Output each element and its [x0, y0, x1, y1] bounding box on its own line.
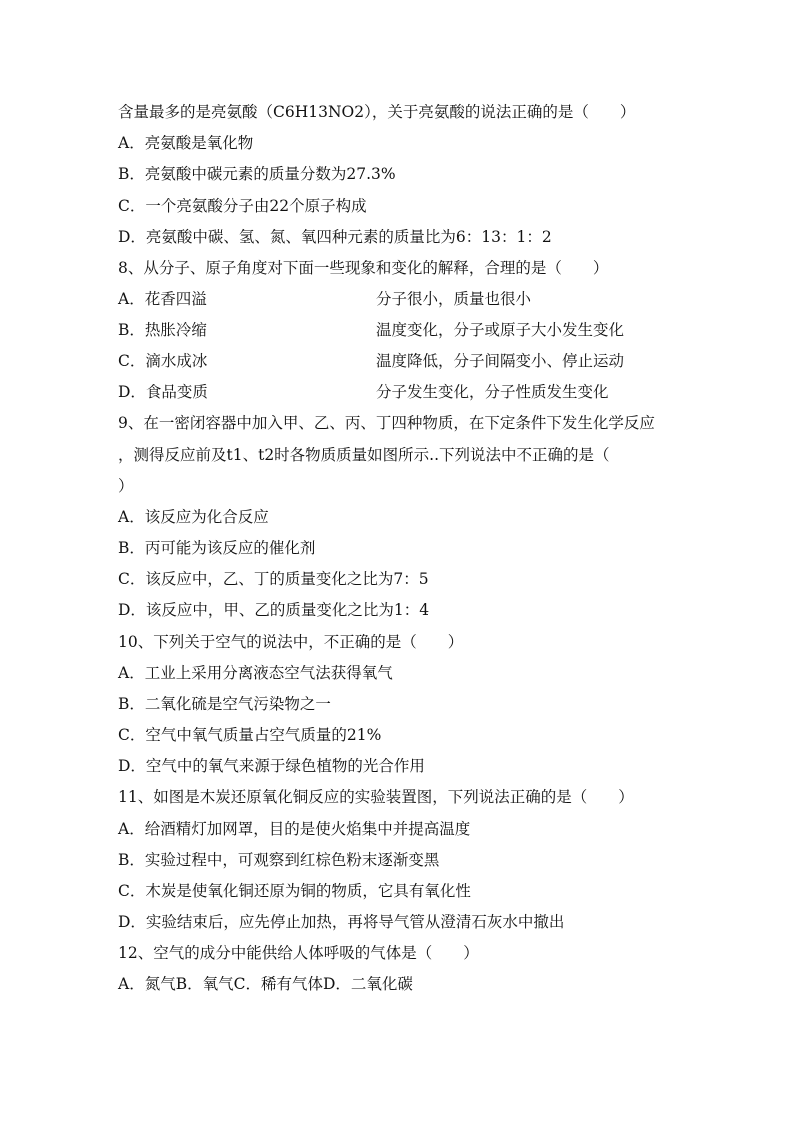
- q8-explanation-a: 分子很小，质量也很小: [376, 290, 532, 308]
- q12-stem: 12、空气的成分中能供给人体呼吸的气体是（ ）: [118, 944, 479, 962]
- q8-phenomenon-b: B．热胀冷缩: [118, 321, 207, 339]
- q8-phenomenon-d: D．食品变质: [118, 383, 208, 401]
- q8-explanation-c: 温度降低，分子间隔变小、停止运动: [376, 352, 625, 370]
- q7-option-a: A．亮氨酸是氧化物: [118, 134, 254, 152]
- q9-option-c: C．该反应中，乙、丁的质量变化之比为7：5: [118, 570, 429, 588]
- q8-explanation-b: 温度变化，分子或原子大小发生变化: [376, 321, 625, 339]
- q10-option-d: D．空气中的氧气来源于绿色植物的光合作用: [118, 757, 425, 775]
- q8-row-b: [118, 320, 678, 340]
- q8-phenomenon-c: C．滴水成冰: [118, 352, 208, 370]
- q8-row-a: [118, 289, 678, 309]
- q8-explanation-d: 分子发生变化，分子性质发生变化: [376, 383, 609, 401]
- q12-options: A．氮气B．氧气C．稀有气体D．二氧化碳: [118, 975, 413, 993]
- q9-option-b: B．丙可能为该反应的催化剂: [118, 539, 316, 557]
- q7-option-c: C．一个亮氨酸分子由22个原子构成: [118, 197, 367, 215]
- q8-stem: 8、从分子、原子角度对下面一些现象和变化的解释，合理的是（ ）: [118, 259, 609, 277]
- q9-stem-line2: ，测得反应前及t1、t2时各物质质量如图所示..下列说法中不正确的是（: [118, 446, 610, 464]
- q9-option-d: D．该反应中，甲、乙的质量变化之比为1：4: [118, 601, 430, 619]
- q9-stem-line3: ）: [118, 477, 134, 495]
- q8-phenomenon-a: A．花香四溢: [118, 290, 207, 308]
- q10-option-a: A．工业上采用分离液态空气法获得氧气: [118, 664, 393, 682]
- q10-option-b: B．二氧化硫是空气污染物之一: [118, 695, 331, 713]
- q9-stem-line1: 9、在一密闭容器中加入甲、乙、丙、丁四种物质，在下定条件下发生化学反应: [118, 414, 655, 432]
- q8-row-c: [118, 351, 678, 371]
- q11-option-c: C．木炭是使氧化铜还原为铜的物质，它具有氧化性: [118, 882, 471, 900]
- q11-stem: 11、如图是木炭还原氧化铜反应的实验装置图，下列说法正确的是（ ）: [118, 788, 634, 806]
- q10-stem: 10、下列关于空气的说法中，不正确的是（ ）: [118, 633, 464, 651]
- q11-option-b: B．实验过程中，可观察到红棕色粉末逐渐变黑: [118, 851, 440, 869]
- q7-stem: 含量最多的是亮氨酸（C6H13NO2），关于亮氨酸的说法正确的是（ ）: [118, 103, 636, 121]
- q9-option-a: A．该反应为化合反应: [118, 508, 269, 526]
- q7-option-d: D．亮氨酸中碳、氢、氮、氧四种元素的质量比为6：13：1：2: [118, 228, 552, 246]
- q11-option-d: D．实验结束后，应先停止加热，再将导气管从澄清石灰水中撤出: [118, 913, 565, 931]
- q10-option-c: C．空气中氧气质量占空气质量的21%: [118, 726, 382, 744]
- q7-option-b: B．亮氨酸中碳元素的质量分数为27.3%: [118, 165, 396, 183]
- q8-row-d: [118, 382, 678, 402]
- q11-option-a: A．给酒精灯加网罩，目的是使火焰集中并提高温度: [118, 820, 471, 838]
